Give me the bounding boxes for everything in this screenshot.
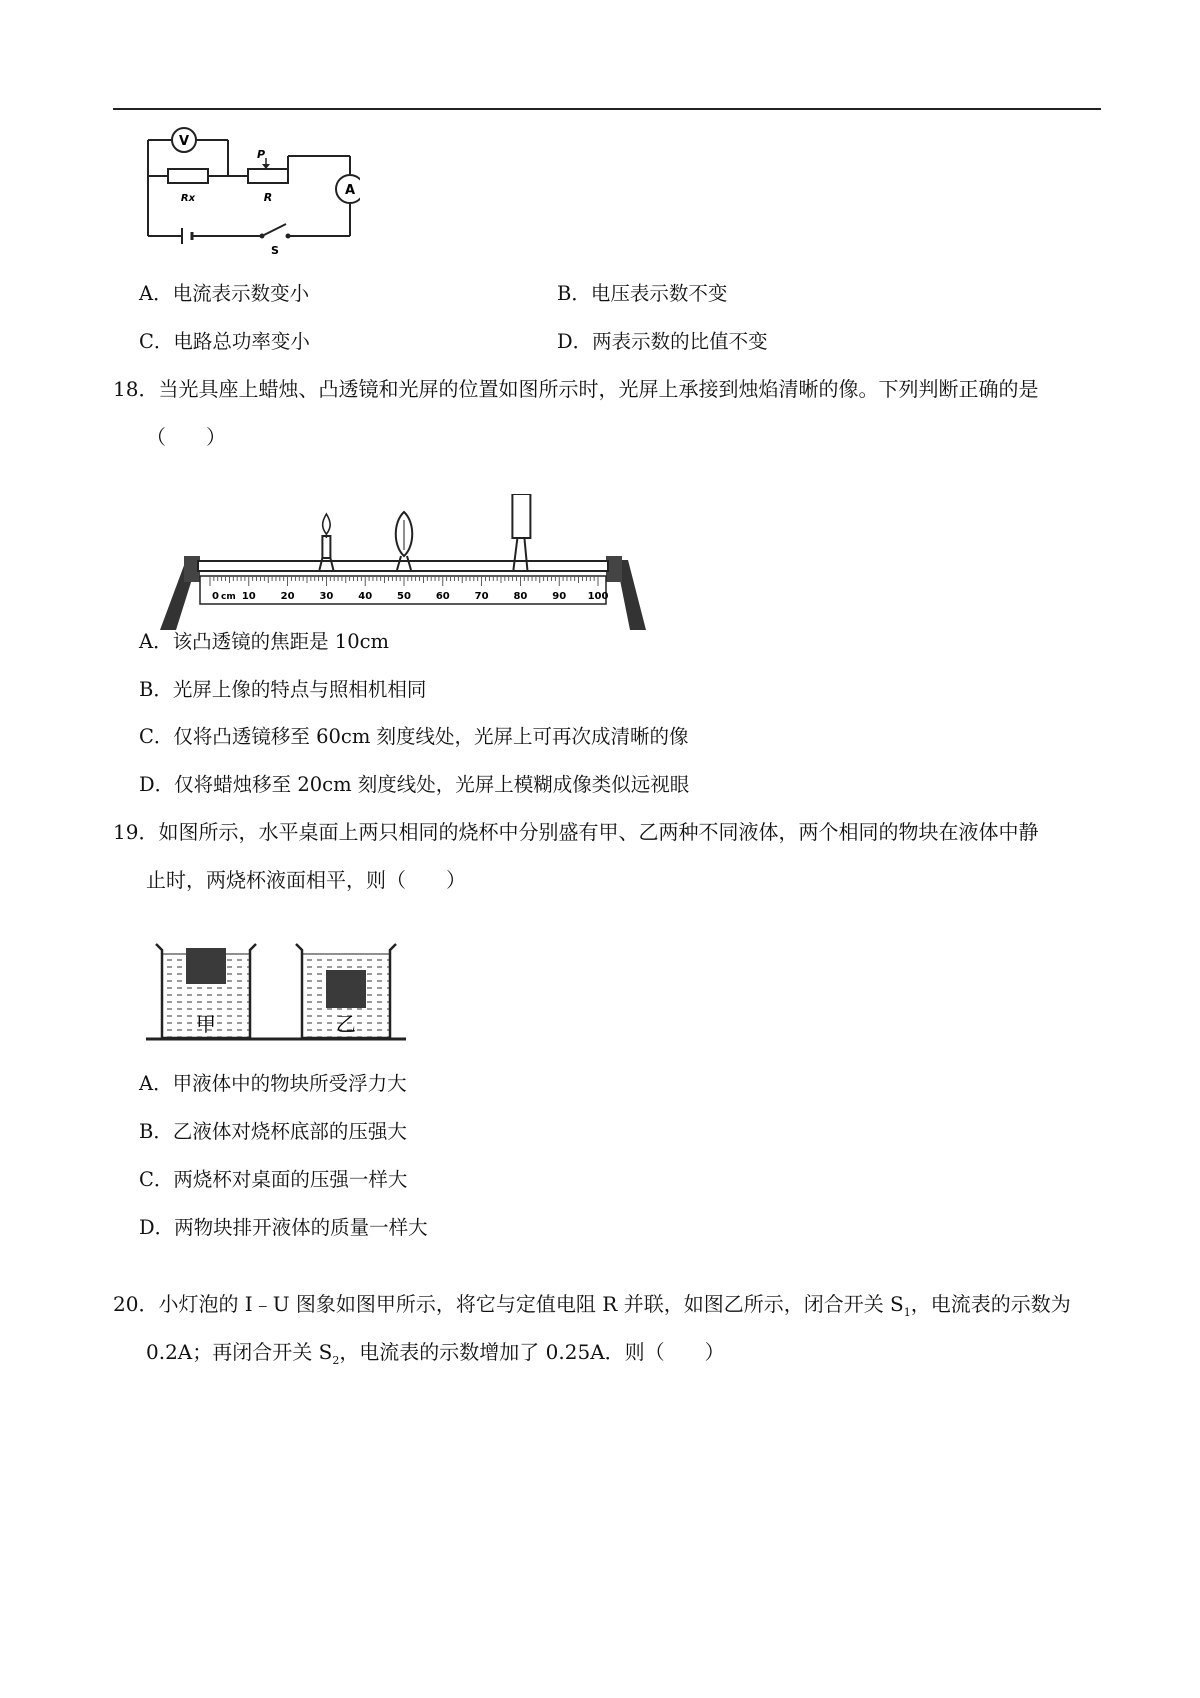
q19-beakers-figure: [146, 936, 406, 1048]
q17-option-d: D．两表示数的比值不变: [557, 330, 768, 353]
q19-option-b: B．乙液体对烧杯底部的压强大: [139, 1120, 407, 1143]
q17-slider-label: P: [257, 148, 266, 161]
q18-stem-line2: （ ）: [146, 425, 226, 449]
q18-scale-unit: cm: [221, 592, 236, 602]
q19-label-right: 乙: [336, 1012, 356, 1036]
q17-option-a: A．电流表示数变小: [139, 282, 310, 305]
q18-scale-tick-label: 50: [397, 591, 411, 602]
q18-scale-tick-label: 0: [212, 591, 219, 602]
q20-stem-line1: 20．小灯泡的 I﹣U 图象如图甲所示，将它与定值电阻 R 并联，如图乙所示，闭合开关 $S_1$，电流表的示数为: [113, 1292, 1071, 1319]
q18-scale-tick-label: 70: [474, 591, 489, 602]
q18-option-b: B．光屏上像的特点与照相机相同: [139, 678, 427, 701]
q20-stem-line2: 0.2A；再闭合开关 $S_2$，电流表的示数增加了 0.25A．则（ ）: [146, 1340, 725, 1367]
q19-beaker-left: [156, 944, 256, 1038]
q17-switch-label: S: [271, 244, 279, 256]
q19-label-left: 甲: [196, 1012, 216, 1036]
q19-stem-line2: 止时，两烧杯液面相平，则（ ）: [146, 868, 466, 892]
q18-light-screen: [512, 494, 530, 570]
q18-scale-tick-label: 40: [358, 591, 373, 602]
q17-rx-label: Rx: [180, 193, 196, 204]
q18-scale-tick-label: 80: [513, 591, 528, 602]
q17-voltmeter-label: V: [178, 134, 190, 149]
q18-option-c: C．仅将凸透镜移至 60cm 刻度线处，光屏上可再次成清晰的像: [139, 725, 689, 748]
q19-option-d: D．两物块排开液体的质量一样大: [139, 1216, 428, 1239]
q18-stem-line1: 18．当光具座上蜡烛、凸透镜和光屏的位置如图所示时，光屏上承接到烛焰清晰的像。下列判断正确的是: [113, 377, 1039, 401]
q18-scale-tick-label: 30: [319, 591, 334, 602]
q18-scale-tick-label: 90: [552, 591, 567, 602]
q17-r-label: R: [263, 191, 273, 204]
q18-scale-tick-label: 60: [435, 591, 450, 602]
q18-scale-tick-label: 10: [241, 591, 256, 602]
q19-stem-line1: 19．如图所示，水平桌面上两只相同的烧杯中分别盛有甲、乙两种不同液体，两个相同的物块在液体中静: [113, 820, 1039, 844]
q19-beaker-right: [296, 944, 396, 1038]
q17-fixed-resistor-rx: [168, 169, 208, 183]
q19-option-a: A．甲液体中的物块所受浮力大: [139, 1072, 407, 1095]
q17-option-c: C．电路总功率变小: [139, 330, 310, 353]
q17-option-b: B．电压表示数不变: [557, 282, 728, 305]
q18-scale-tick-label: 100: [587, 591, 609, 602]
q17-rheostat-r: [248, 169, 288, 183]
q17-ammeter-label: A: [344, 183, 356, 198]
q18-option-a: A．该凸透镜的焦距是 10cm: [139, 630, 390, 653]
q17-circuit-figure: [140, 126, 360, 256]
header-rule: [113, 108, 1101, 110]
q19-block-left: [186, 948, 226, 984]
q18-option-d: D．仅将蜡烛移至 20cm 刻度线处，光屏上模糊成像类似远视眼: [139, 773, 690, 796]
q18-scale-tick-label: 20: [280, 591, 295, 602]
q19-block-right: [326, 970, 366, 1008]
q19-option-c: C．两烧杯对桌面的压强一样大: [139, 1168, 408, 1191]
q18-optical-bench-figure: [158, 494, 648, 634]
